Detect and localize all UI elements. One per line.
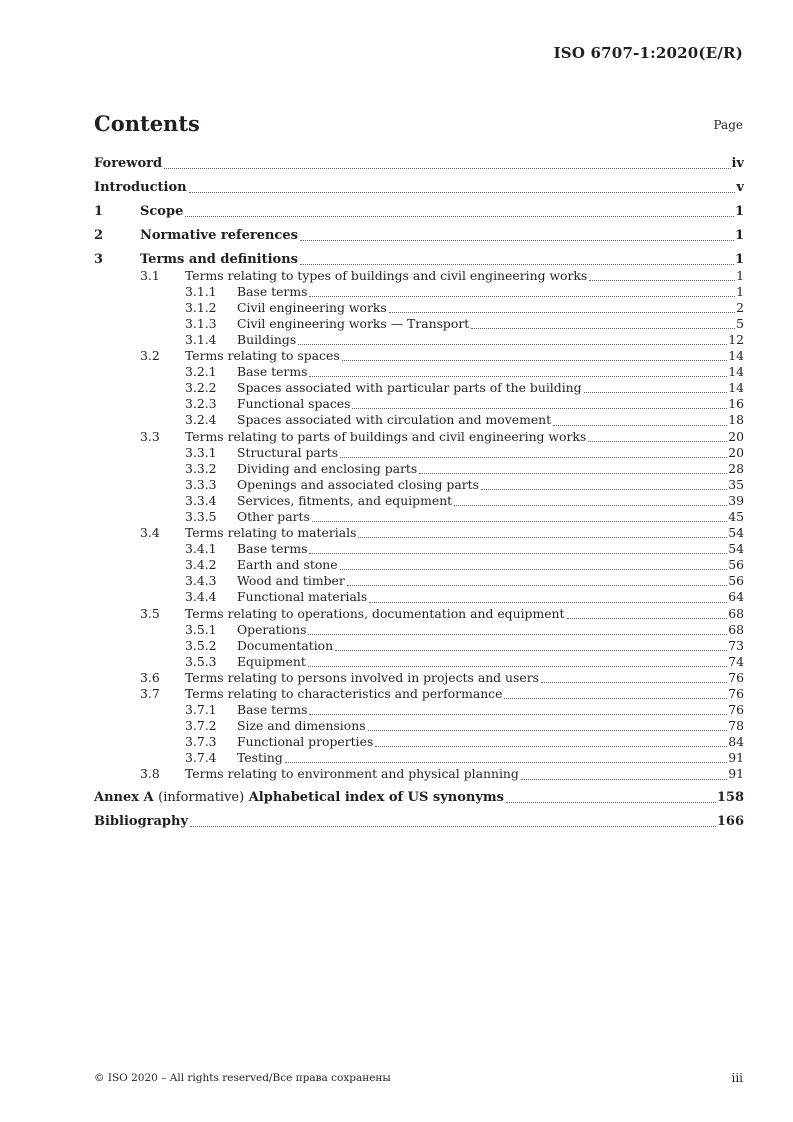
toc-entry-page: 78 [728,718,744,734]
toc-entry-number: 3.4.1 [185,541,217,557]
toc-entry-number: 3.3.1 [185,444,217,460]
toc-entry[interactable] [94,541,744,557]
toc-leader-dots [369,602,727,603]
toc-entry-number: 3.4.2 [185,557,217,573]
toc-entry-page: 68 [728,621,744,637]
toc-entry[interactable] [94,252,744,268]
toc-entry-page: 39 [728,492,744,508]
toc-entry-page: v [736,179,744,195]
toc-entry-title: Terms and definitions [140,251,298,267]
toc-entry[interactable] [94,268,744,284]
toc-entry-page: 56 [728,557,744,573]
toc-entry[interactable] [94,316,744,332]
toc-entry-number: 3.5.3 [185,653,217,669]
toc-entry-title: Earth and stone [237,557,338,573]
toc-entry-page: 18 [728,412,744,428]
toc-leader-dots [389,312,735,313]
toc-leader-dots [312,521,727,522]
toc-leader-dots [589,280,735,281]
toc-entry-page: 74 [728,653,744,669]
toc-leader-dots [368,730,728,731]
toc-entry[interactable] [94,445,744,461]
toc-entry-title: Base terms [237,283,308,299]
toc-leader-dots [309,714,727,715]
toc-entry-title: Introduction [94,179,187,195]
toc-entry[interactable] [94,766,744,782]
toc-leader-dots [352,408,727,409]
toc-entry[interactable] [94,429,744,445]
toc-entry-page: iv [731,156,744,171]
toc-entry-page: 158 [716,790,744,806]
toc-entry-number: 3.2 [140,348,160,364]
toc-entry-title: Terms relating to materials [185,525,357,541]
toc-leader-dots [164,168,730,169]
toc-entry[interactable] [94,364,744,380]
toc-entry-number: 3.2.1 [185,364,217,380]
toc-entry-page: 73 [728,637,744,653]
toc-leader-dots [375,746,727,747]
page-title: Contents [94,111,200,136]
toc-leader-dots [300,240,734,241]
toc-leader-dots [584,392,728,393]
toc-entry-number: 3.4.3 [185,573,217,589]
toc-leader-dots [340,569,728,570]
toc-entry[interactable] [94,461,744,477]
toc-entry-title: Spaces associated with circulation and movement [237,412,552,428]
toc-entry-number: 3.1.3 [185,315,217,331]
toc-entry-page: 68 [728,605,744,621]
toc-leader-dots [347,585,727,586]
toc-leader-dots [506,802,716,803]
toc-entry-title: Spaces associated with particular parts of the building [237,380,582,396]
toc-entry-title: Testing [237,750,283,766]
toc-entry-page: 16 [728,396,744,412]
toc-entry-page: 2 [736,299,744,315]
toc-entry[interactable] [94,686,744,702]
toc-entry-title: Dividing and enclosing parts [237,460,418,476]
toc-entry-number: 3.3.2 [185,460,217,476]
toc-entry[interactable] [94,525,744,541]
toc-entry-title: Wood and timber [237,573,345,589]
toc-entry-title: Equipment [237,653,306,669]
toc-leader-dots [454,505,727,506]
toc-entry-page: 14 [728,364,744,380]
toc-entry-title: Civil engineering works [237,299,387,315]
toc-entry-number: 3.4 [140,525,160,541]
toc-entry-page: 76 [728,686,744,701]
toc-entry-number: 3.1.2 [185,299,217,315]
toc-entry[interactable] [94,284,744,300]
toc-entry[interactable] [94,734,744,750]
toc-entry[interactable] [94,573,744,589]
table-of-contents [94,156,744,830]
toc-leader-dots [309,376,727,377]
toc-entry-page: 54 [728,525,744,541]
toc-entry-number: 3.3.3 [185,476,217,492]
toc-entry-number: 3.3 [140,428,160,444]
toc-entry-number: 3.1.4 [185,331,217,347]
toc-entry-page: 1 [736,267,744,283]
toc-entry-title: Size and dimensions [237,718,366,734]
toc-entry[interactable] [94,412,744,428]
toc-entry[interactable] [94,180,744,196]
toc-entry-page: 28 [728,460,744,476]
toc-leader-dots [419,473,727,474]
toc-entry-title: Services, fitments, and equipment [237,492,453,508]
toc-entry[interactable] [94,790,744,806]
toc-entry-number: 3.1.1 [185,283,217,299]
toc-entry[interactable] [94,493,744,509]
toc-leader-dots [300,264,734,265]
footer-page-number: iii [731,1071,743,1085]
page-column-label: Page [713,118,743,132]
toc-leader-dots [309,553,727,554]
toc-entry-number: 3.7.4 [185,750,217,766]
toc-entry-number: 3 [94,251,104,267]
toc-entry-number: 3.7.1 [185,702,217,718]
toc-entry[interactable] [94,718,744,734]
toc-entry-page: 84 [728,734,744,750]
toc-leader-dots [298,344,727,345]
toc-leader-dots [189,192,736,193]
toc-entry-page: 1 [734,203,744,219]
toc-leader-dots [567,618,728,619]
toc-entry-page: 14 [728,348,744,364]
toc-entry-number: 3.5.1 [185,621,217,637]
toc-entry-title: Terms relating to operations, documentation and equipment [185,605,565,621]
toc-entry-page: 1 [734,227,744,243]
toc-entry-page: 20 [728,428,744,444]
toc-entry[interactable] [94,638,744,654]
toc-entry-page: 64 [728,589,744,605]
toc-entry-page: 76 [728,669,744,685]
toc-entry-title: Terms relating to types of buildings and civil engineering works [185,267,588,283]
toc-entry[interactable] [94,156,744,172]
document-id: ISO 6707-1:2020(E/R) [553,44,743,62]
toc-entry[interactable] [94,477,744,493]
toc-entry[interactable] [94,606,744,622]
toc-entry-title: Base terms [237,364,308,380]
toc-leader-dots [335,650,727,651]
toc-entry-number: 3.3.5 [185,508,217,524]
toc-entry-number: 3.1 [140,267,160,283]
toc-entry-title: Scope [140,203,184,219]
toc-entry-title: Openings and associated closing parts [237,476,479,492]
toc-entry[interactable] [94,654,744,670]
toc-entry[interactable] [94,589,744,605]
toc-entry-number: 3.2.4 [185,412,217,428]
toc-entry[interactable] [94,622,744,638]
toc-entry[interactable] [94,670,744,686]
toc-entry-title: Civil engineering works — Transport [237,315,470,331]
toc-leader-dots [309,296,735,297]
toc-leader-dots [541,682,727,683]
toc-leader-dots [340,457,727,458]
toc-entry-page: 91 [728,766,744,782]
toc-entry-title: Base terms [237,702,308,718]
toc-entry-page: 76 [728,702,744,718]
toc-leader-dots [308,634,727,635]
toc-entry-number: 3.5 [140,605,160,621]
toc-entry-title: Base terms [237,541,308,557]
toc-entry-page: 12 [728,331,744,347]
toc-entry-title: Terms relating to parts of buildings and civil engineering works [185,428,587,444]
toc-leader-dots [308,666,727,667]
toc-leader-dots [190,826,716,827]
toc-entry-number: 3.3.4 [185,492,217,508]
toc-leader-dots [285,762,727,763]
toc-entry-title: Operations [237,621,307,637]
toc-entry[interactable] [94,228,744,244]
toc-entry-title: Normative references [140,227,298,243]
toc-entry-page: 56 [728,573,744,589]
toc-entry-number: 1 [94,203,104,219]
toc-entry-title: Functional properties [237,734,374,750]
toc-entry-page: 91 [728,750,744,766]
toc-entry-page: 166 [716,814,744,830]
toc-entry-number: 3.6 [140,669,160,685]
toc-leader-dots [521,779,727,780]
toc-entry[interactable] [94,814,744,830]
toc-leader-dots [471,328,735,329]
toc-entry-title: Documentation [237,637,334,653]
toc-entry-page: 5 [736,315,744,331]
toc-leader-dots [358,537,727,538]
toc-leader-dots [588,441,727,442]
toc-entry[interactable] [94,396,744,412]
toc-entry-title: Terms relating to characteristics and performance [185,686,503,701]
toc-entry-number: 3.2.2 [185,380,217,396]
toc-entry[interactable] [94,204,744,220]
toc-entry-title: Functional materials [237,589,368,605]
toc-entry[interactable] [94,509,744,525]
toc-entry[interactable] [94,557,744,573]
toc-entry-title: Annex A (informative) Alphabetical index of US synonyms [94,790,504,806]
toc-entry-number: 3.4.4 [185,589,217,605]
toc-entry-title: Terms relating to environment and physical planning [185,766,519,782]
toc-entry-page: 1 [736,283,744,299]
toc-entry-title: Foreword [94,156,163,171]
toc-entry-title: Terms relating to spaces [185,348,340,364]
toc-entry[interactable] [94,750,744,766]
toc-entry[interactable] [94,380,744,396]
toc-entry-page: 54 [728,541,744,557]
toc-entry-number: 3.7.3 [185,734,217,750]
toc-entry-page: 1 [734,251,744,267]
toc-entry[interactable] [94,332,744,348]
toc-entry[interactable] [94,348,744,364]
toc-entry-title: Other parts [237,508,310,524]
toc-entry-title: Functional spaces [237,396,351,412]
toc-leader-dots [481,489,727,490]
toc-entry-title: Structural parts [237,444,339,460]
toc-entry-page: 35 [728,476,744,492]
footer-copyright: © ISO 2020 – All rights reserved/Все права сохранены [94,1072,391,1084]
toc-leader-dots [185,216,734,217]
toc-entry-number: 3.7.2 [185,718,217,734]
toc-leader-dots [553,425,727,426]
toc-entry-number: 3.8 [140,766,160,782]
toc-entry[interactable] [94,300,744,316]
toc-entry-title: Bibliography [94,814,189,830]
toc-entry-page: 45 [728,508,744,524]
toc-entry[interactable] [94,702,744,718]
toc-leader-dots [342,360,728,361]
toc-entry-page: 14 [728,380,744,396]
toc-entry-title: Terms relating to persons involved in projects and users [185,669,540,685]
toc-entry-number: 3.7 [140,686,160,701]
toc-leader-dots [504,698,727,699]
toc-entry-number: 3.2.3 [185,396,217,412]
toc-entry-page: 20 [728,444,744,460]
toc-entry-title: Buildings [237,331,297,347]
toc-entry-number: 2 [94,227,104,243]
toc-entry-number: 3.5.2 [185,637,217,653]
